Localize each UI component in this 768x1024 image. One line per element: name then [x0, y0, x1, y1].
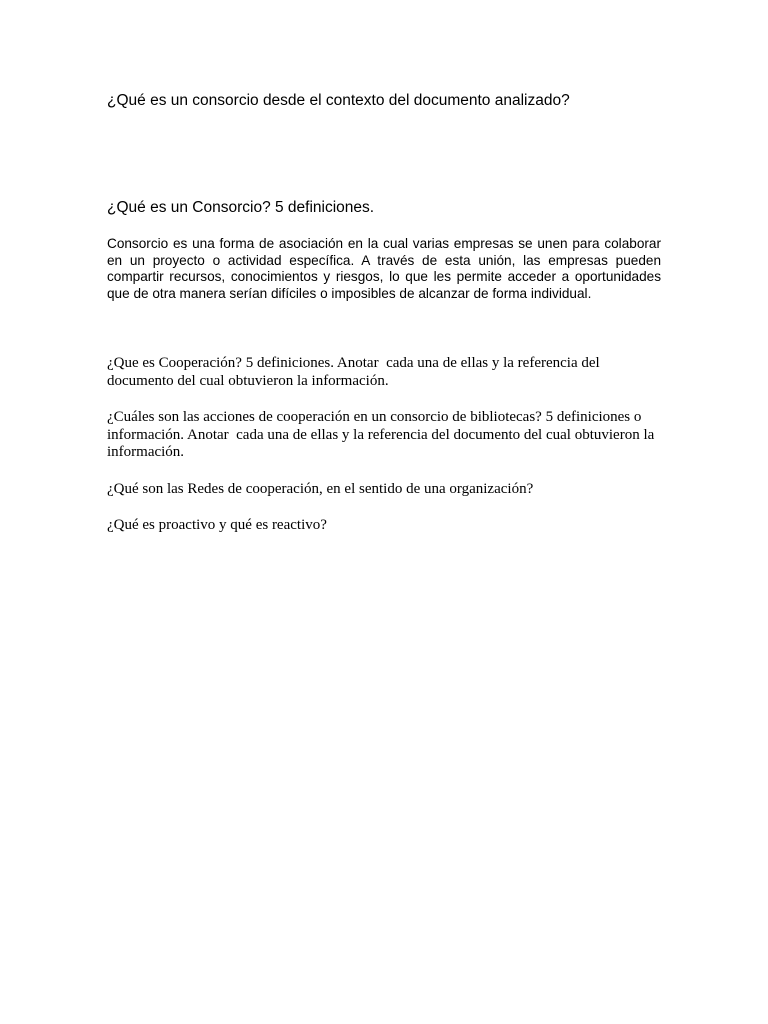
- question-proactivo-reactivo: ¿Qué es proactivo y qué es reactivo?: [107, 517, 327, 533]
- question-acciones-cooperacion: ¿Cuáles son las acciones de cooperación en un consorcio de bibliotecas? 5 definiciones o información. Anotar cada una de ellas y la referencia del documento del cual obtuvieron la información.: [107, 409, 659, 460]
- question-consorcio-contexto: ¿Qué es un consorcio desde el contexto del documento analizado?: [107, 92, 570, 109]
- paragraph-consorcio: Consorcio es una forma de asociación en la cual varias empresas se unen para colaborar en un proyecto o actividad específica. A través de esta unión, las empresas pueden compartir recursos, conocimientos y riesgos, lo que les permite acceder a oportunidades que de otra manera serían difíciles o imposibles de alcanzar de forma individual.: [107, 236, 665, 301]
- question-cooperacion: ¿Que es Cooperación? 5 definiciones. Anotar cada una de ellas y la referencia del documento del cual obtuvieron la información.: [107, 355, 604, 389]
- question-redes-cooperacion: ¿Qué son las Redes de cooperación, en el sentido de una organización?: [107, 481, 534, 497]
- heading-definiciones-consorcio: ¿Qué es un Consorcio? 5 definiciones.: [107, 199, 375, 216]
